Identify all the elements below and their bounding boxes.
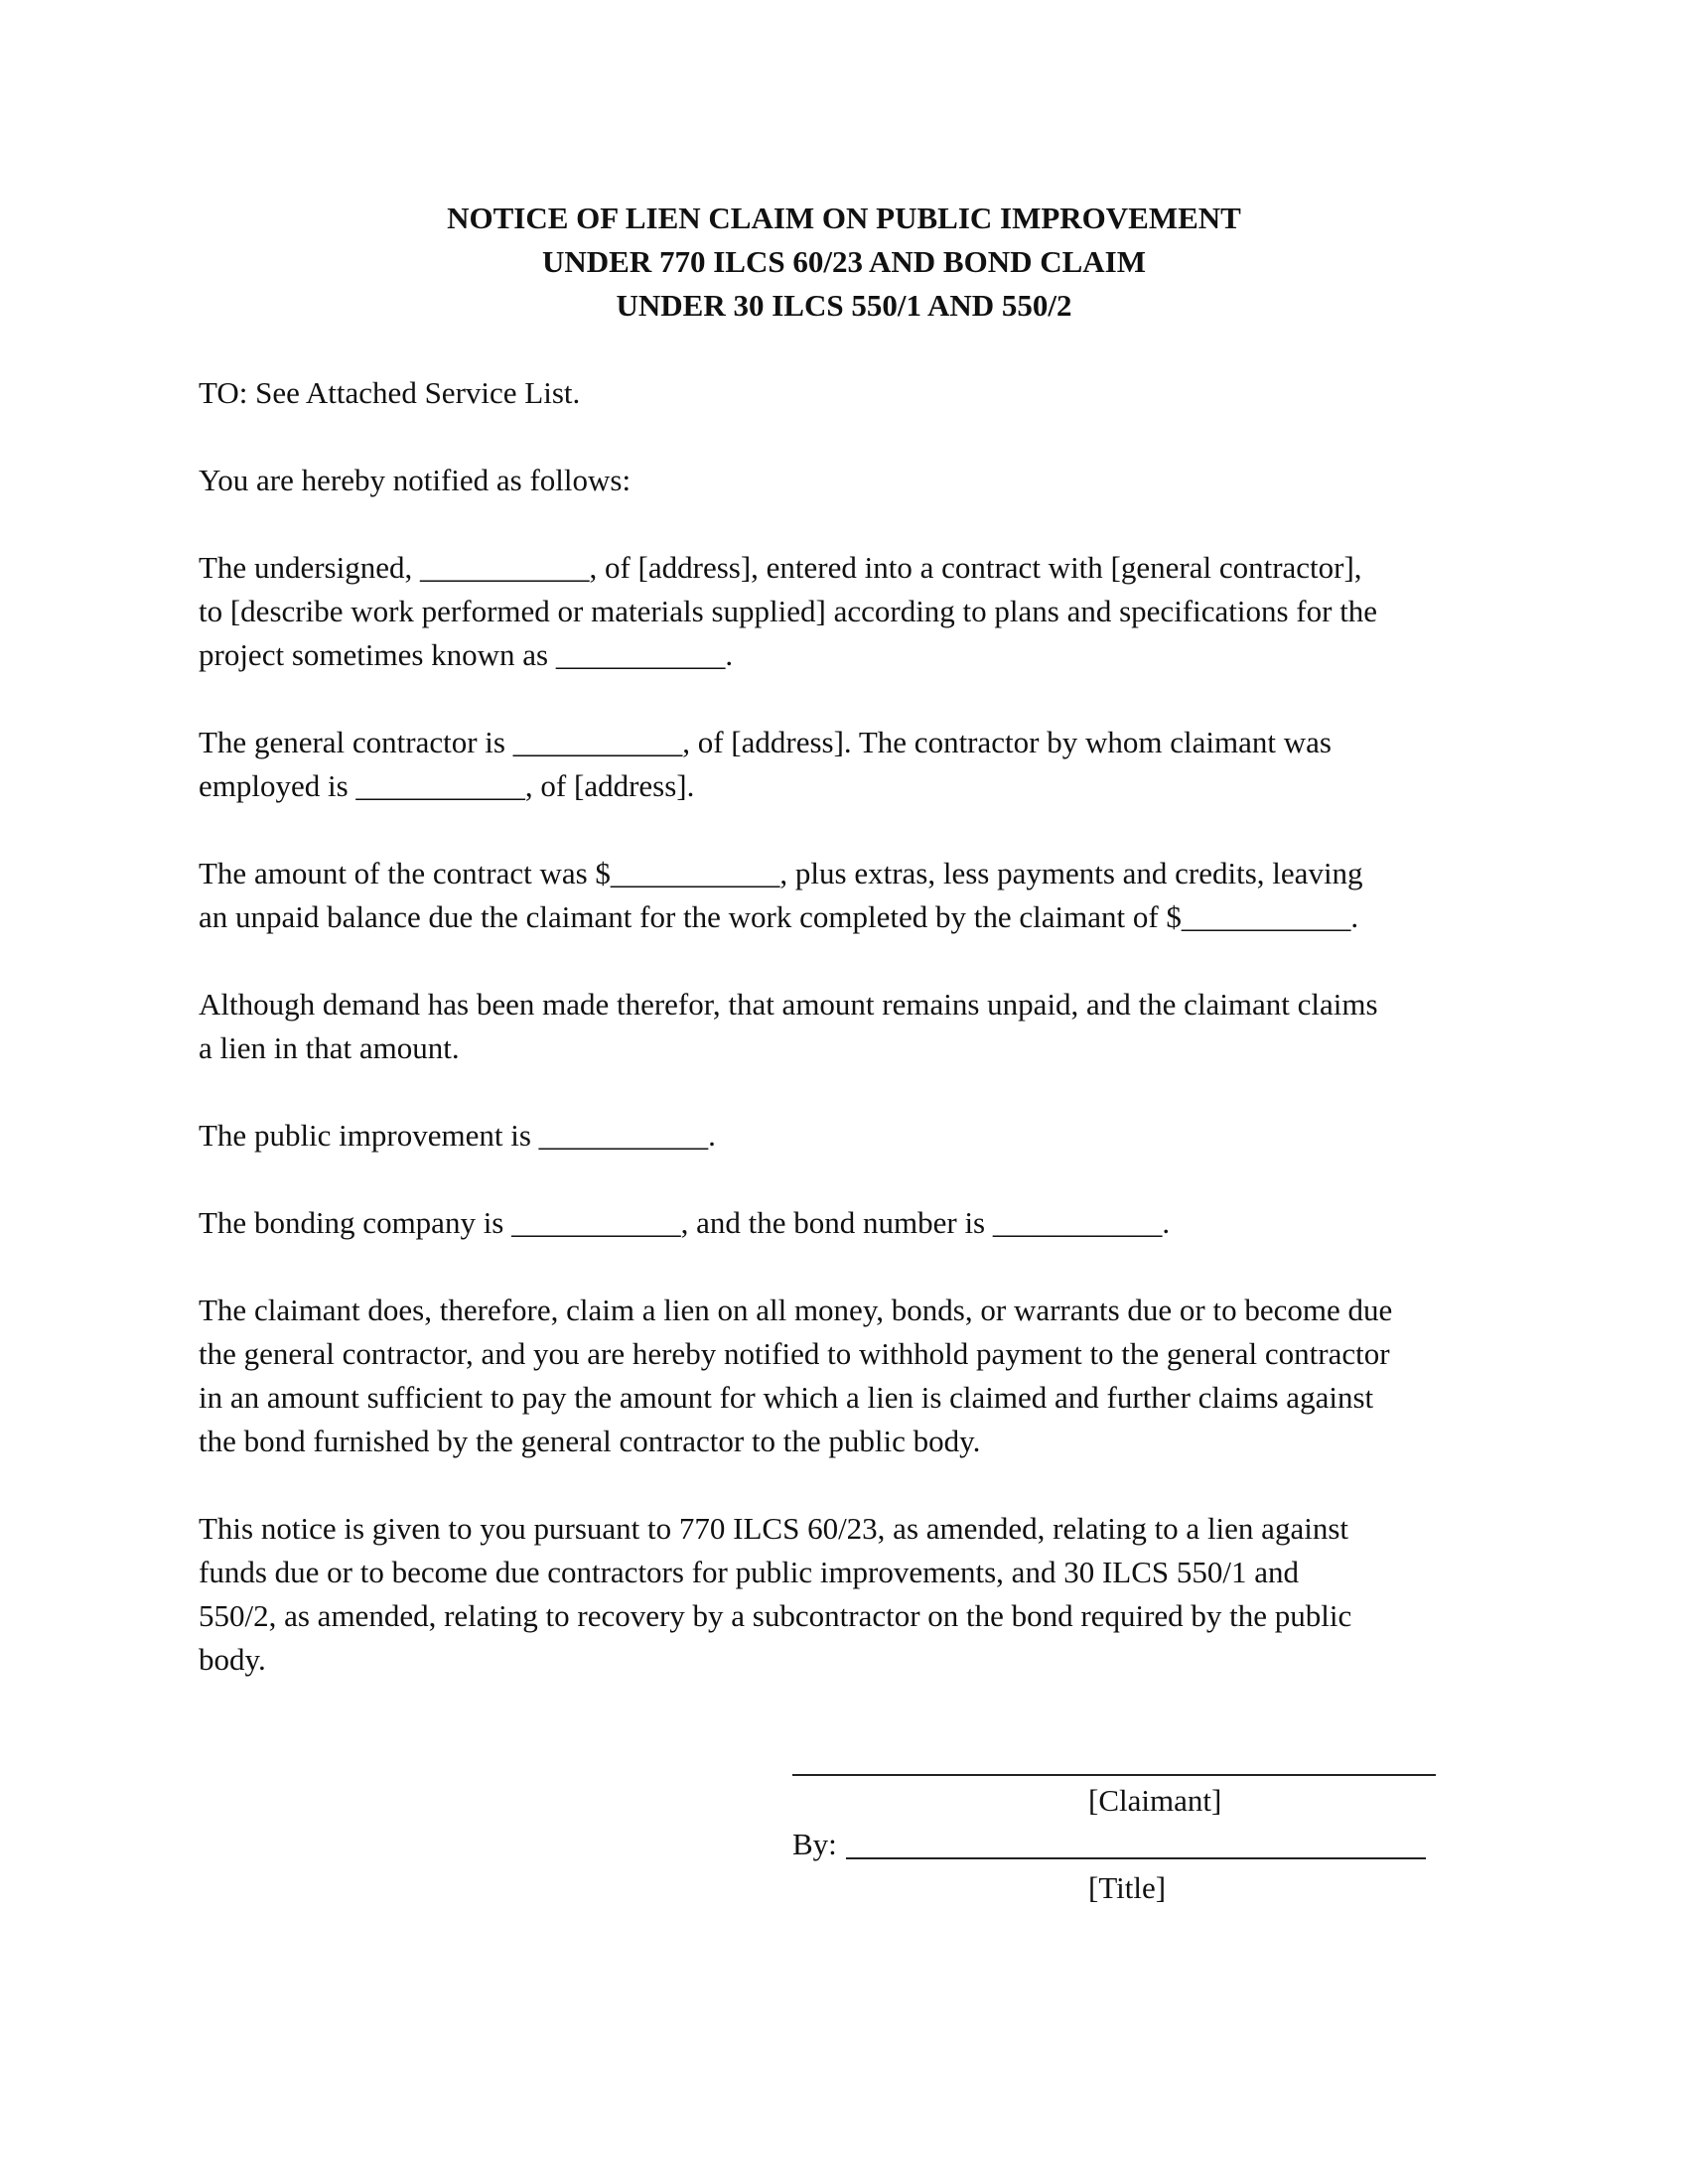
claimant-signature-line bbox=[792, 1774, 1436, 1776]
paragraph-line: The undersigned, ___________, of [address], entered into a contract with [general contractor], bbox=[199, 550, 1362, 585]
title-line-1: NOTICE OF LIEN CLAIM ON PUBLIC IMPROVEMENT bbox=[447, 201, 1241, 235]
title-line-3: UNDER 30 ILCS 550/1 AND 550/2 bbox=[616, 288, 1072, 323]
paragraph-line: body. bbox=[199, 1642, 266, 1677]
paragraph-bonding: The bonding company is ___________, and the bond number is ___________. bbox=[199, 1205, 1171, 1240]
to-line: TO: See Attached Service List. bbox=[199, 375, 581, 410]
paragraph-line: This notice is given to you pursuant to 770 ILCS 60/23, as amended, relating to a lien against bbox=[199, 1511, 1348, 1546]
document-title bbox=[0, 197, 1688, 328]
paragraph-amount bbox=[199, 852, 1489, 939]
paragraph-line: The general contractor is ___________, of [address]. The contractor by whom claimant was bbox=[199, 725, 1332, 759]
title-label: [Title] bbox=[1088, 1870, 1167, 1905]
title-line-2: UNDER 770 ILCS 60/23 AND BOND CLAIM bbox=[542, 244, 1146, 279]
paragraph-line: the bond furnished by the general contractor to the public body. bbox=[199, 1424, 981, 1458]
paragraph-line: Although demand has been made therefor, that amount remains unpaid, and the claimant claims bbox=[199, 987, 1378, 1022]
paragraph-line: an unpaid balance due the claimant for the work completed by the claimant of $___________. bbox=[199, 899, 1359, 934]
paragraph-undersigned bbox=[199, 546, 1489, 677]
paragraph-line: The claimant does, therefore, claim a lien on all money, bonds, or warrants due or to become due bbox=[199, 1293, 1393, 1327]
paragraph-public-improvement: The public improvement is ___________. bbox=[199, 1118, 716, 1153]
claimant-label: [Claimant] bbox=[1088, 1783, 1222, 1818]
document-body bbox=[199, 371, 1489, 1725]
by-signature-line bbox=[846, 1857, 1426, 1859]
paragraph-line: employed is ___________, of [address]. bbox=[199, 768, 695, 803]
paragraph-notice bbox=[199, 1507, 1489, 1682]
paragraph-line: to [describe work performed or materials supplied] according to plans and specifications for the bbox=[199, 594, 1378, 628]
paragraph-general-contractor bbox=[199, 721, 1489, 808]
paragraph-claim bbox=[199, 1289, 1489, 1463]
paragraph-line: the general contractor, and you are hereby notified to withhold payment to the general contractor bbox=[199, 1336, 1390, 1371]
paragraph-line: 550/2, as amended, relating to recovery by a subcontractor on the bond required by the public bbox=[199, 1598, 1352, 1633]
paragraph-line: in an amount sufficient to pay the amount for which a lien is claimed and further claims against bbox=[199, 1380, 1374, 1415]
paragraph-line: funds due or to become due contractors for public improvements, and 30 ILCS 550/1 and bbox=[199, 1555, 1299, 1589]
paragraph-line: The amount of the contract was $___________, plus extras, less payments and credits, leaving bbox=[199, 856, 1363, 890]
notified-line: You are hereby notified as follows: bbox=[199, 463, 632, 497]
paragraph-line: a lien in that amount. bbox=[199, 1030, 460, 1065]
paragraph-line: project sometimes known as ___________. bbox=[199, 637, 734, 672]
paragraph-demand bbox=[199, 983, 1489, 1070]
by-label: By: bbox=[792, 1827, 837, 1861]
